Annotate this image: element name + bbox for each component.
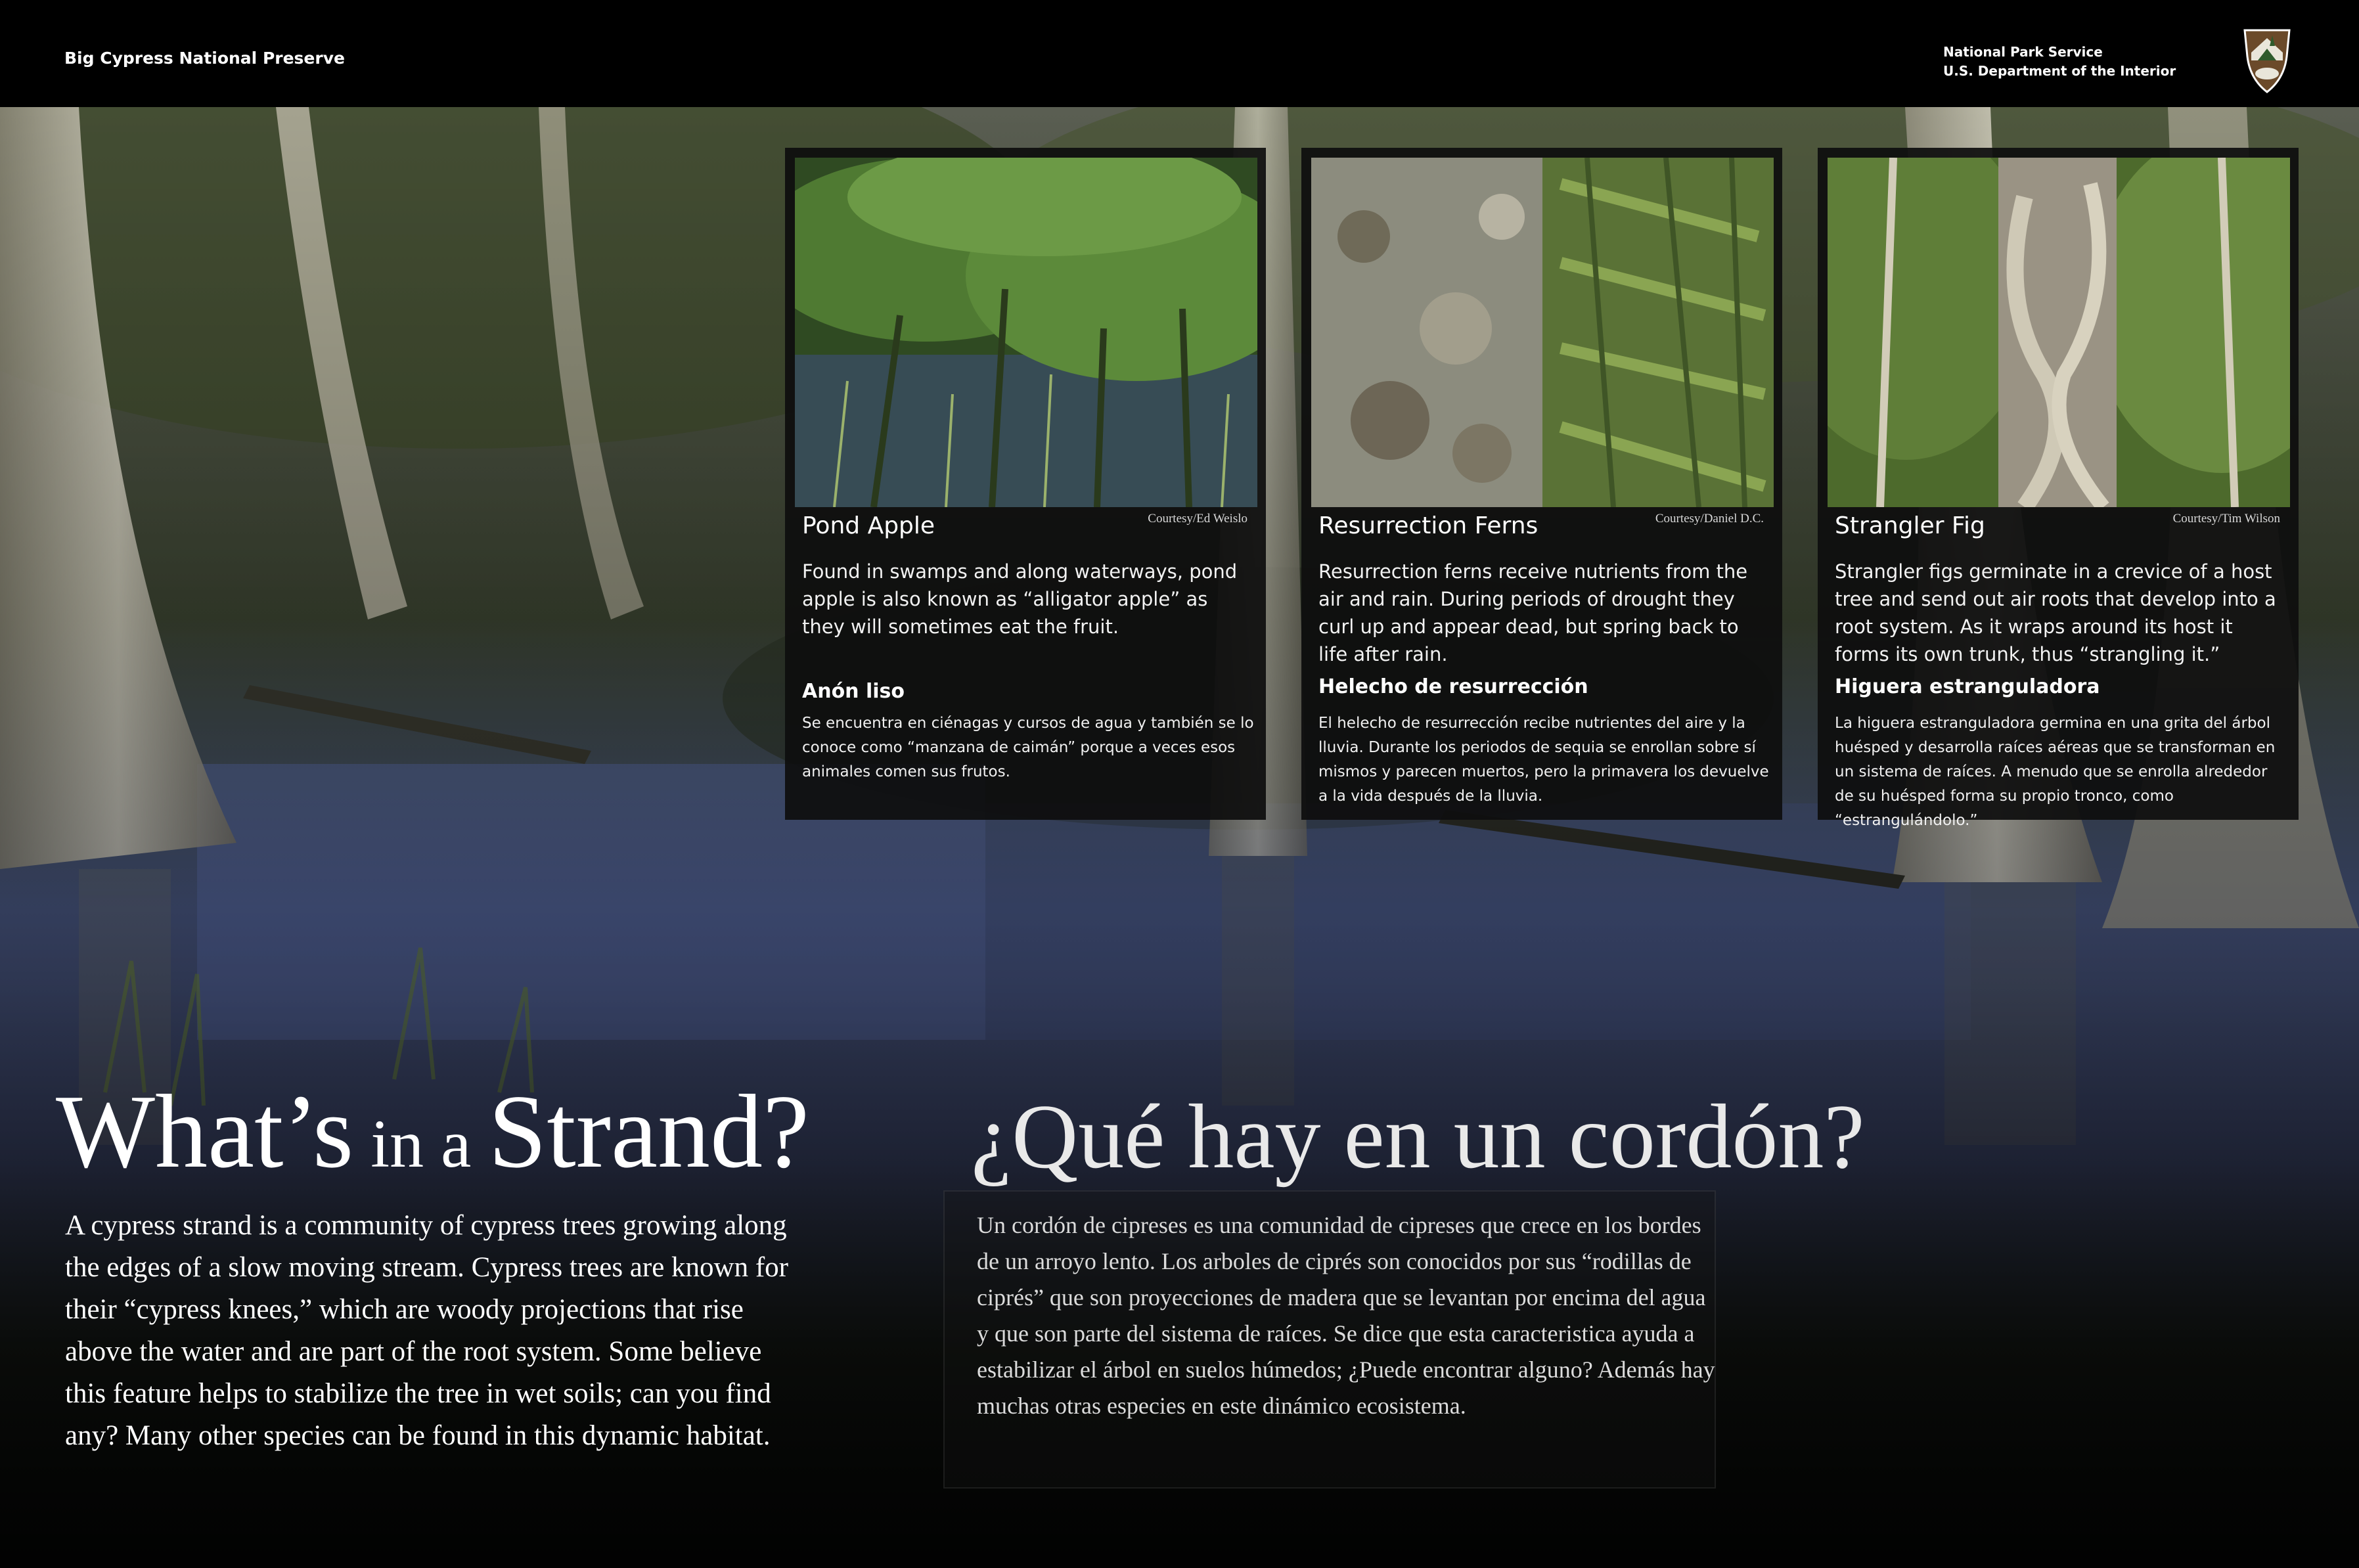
species-panel-strangler-fig xyxy=(1818,148,2299,829)
panel-subtitle-es: Anón liso xyxy=(802,680,905,703)
resurrection-ferns-photo xyxy=(1311,158,1774,507)
agency-line-2: U.S. Department of the Interior xyxy=(1943,63,2176,79)
nps-arrowhead-logo xyxy=(2238,26,2296,95)
panel-title: Strangler Fig xyxy=(1835,512,1985,539)
panel-body-en: Found in swamps and along waterways, pond apple is also known as “alligator apple” as they will sometimes eat the fruit. xyxy=(802,560,1238,638)
photo-credit: Courtesy/Ed Weislo xyxy=(1148,512,1247,526)
pond-apple-photo xyxy=(795,158,1257,507)
strangler-fig-photo xyxy=(1828,158,2290,507)
headline-es: ¿Qué hay en un cordón? xyxy=(971,1086,1865,1188)
panel-body-es: La higuera estranguladora germina en una grita del árbol huésped y desarrolla raíces aéreas que se transforman en un sistema de raíces. A menudo que se enrolla alrededor de su huésped forma su propio tronco, como “estrangulándolo.” xyxy=(1835,715,2276,829)
headline-en xyxy=(56,1071,809,1192)
headline-en-connector: in a xyxy=(353,1106,489,1182)
headline-en-word-1: What’s xyxy=(56,1073,354,1190)
panel-subtitle-es: Higuera estranguladora xyxy=(1835,675,2100,698)
headline-en-word-2: Strand? xyxy=(488,1073,810,1190)
panel-title: Resurrection Ferns xyxy=(1318,512,1539,539)
agency-block xyxy=(1943,43,2176,81)
body-text-es: Un cordón de cipreses es una comunidad de cipreses que crece en los bordes de un arroyo lento. Los arboles de ciprés son conocidos por sus “rodillas de ciprés” que son proyecciones de madera que se levantan por encima del agua y que son parte del sistema de raíces. Se dice que esta caracteristica ayuda a estabilizar el árbol en suelos húmedos; ¿Puede encontrar alguno? Además hay muchas otras especies en este dinámico ecosistema. xyxy=(977,1212,1715,1419)
header-bar xyxy=(0,0,2359,107)
panel-subtitle-es: Helecho de resurrección xyxy=(1318,675,1588,698)
park-name: Big Cypress National Preserve xyxy=(64,49,345,68)
panel-body-es: El helecho de resurrección recibe nutrientes del aire y la lluvia. Durante los periodos de sequia se enrollan sobre sí mismos y parecen muertos, pero la primavera los devuelve a la vida después de la lluvia. xyxy=(1318,715,1769,805)
panel-body-en: Resurrection ferns receive nutrients from the air and rain. During periods of drought they curl up and appear dead, but spring back to life after rain. xyxy=(1318,560,1748,665)
agency-line-1: National Park Service xyxy=(1943,44,2103,60)
species-panel-resurrection-ferns xyxy=(1301,148,1782,820)
panel-body-es: Se encuentra en ciénagas y cursos de agua y también se lo conoce como “manzana de caimán” porque a veces esos animales comen sus frutos. xyxy=(802,715,1254,780)
photo-credit: Courtesy/Tim Wilson xyxy=(2172,512,2280,526)
body-text-en: A cypress strand is a community of cypress trees growing along the edges of a slow moving stream. Cypress trees are known for their “cypress knees,” which are woody projections that rise above the water and are part of the root system. Some believe this feature helps to stabilize the tree in wet soils; can you find any? Many other species can be found in this dynamic habitat. xyxy=(65,1210,788,1451)
photo-credit: Courtesy/Daniel D.C. xyxy=(1655,512,1764,526)
panel-body-en: Strangler figs germinate in a crevice of a host tree and send out air roots that develop into a root system. As it wraps around its host it forms its own trunk, thus “strangling it.” xyxy=(1835,560,2276,665)
panel-title: Pond Apple xyxy=(802,512,935,539)
species-panel-pond-apple xyxy=(785,148,1266,820)
